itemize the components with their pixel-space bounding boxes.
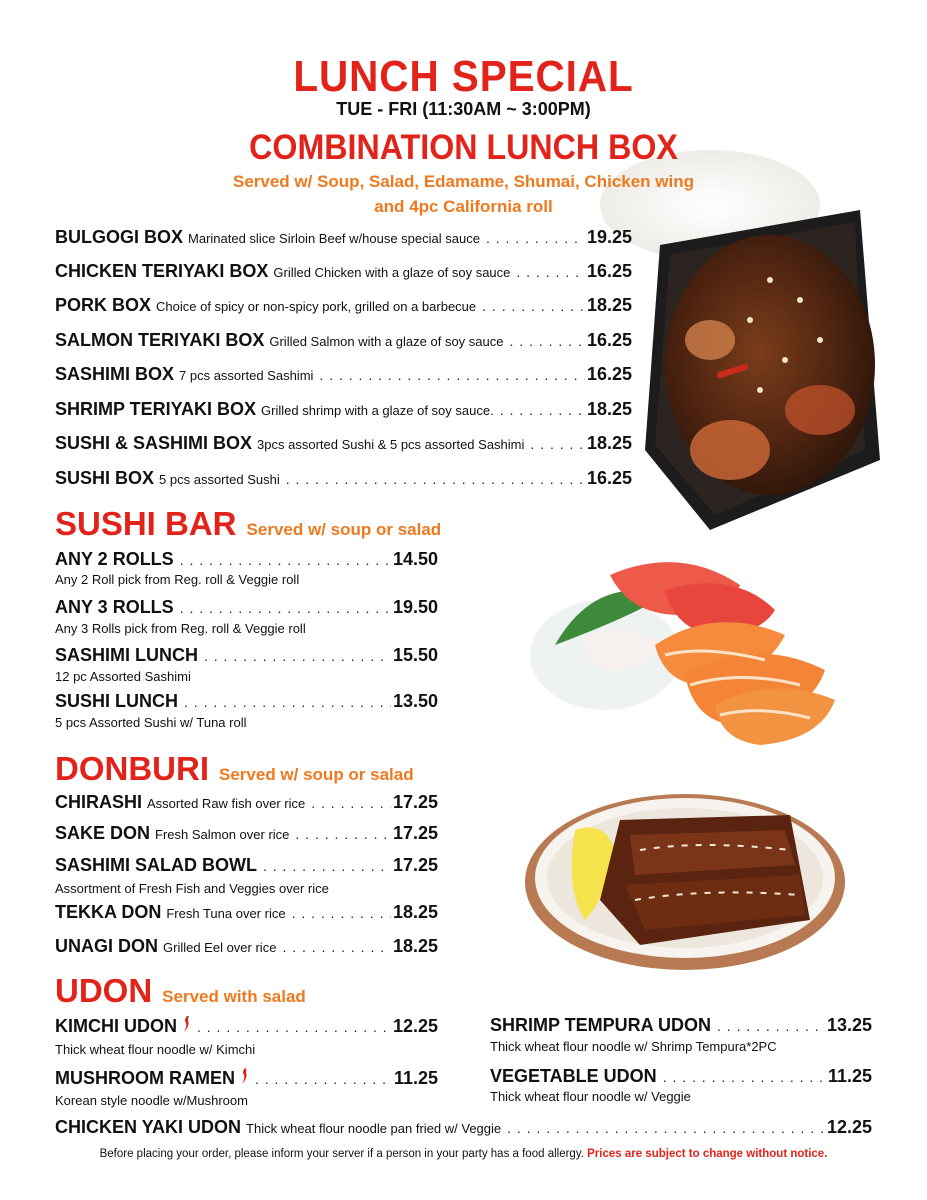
item-name: SALMON TERIYAKI BOX xyxy=(55,330,265,350)
item-desc: 3pcs assorted Sushi & 5 pcs assorted Sashimi xyxy=(257,437,525,452)
item-price: 18.25 xyxy=(586,295,632,315)
item-name: KIMCHI UDON xyxy=(55,1016,177,1036)
item-name: ANY 2 ROLLS xyxy=(55,549,174,569)
leader-dots xyxy=(282,939,391,955)
donburi-item-chirashi xyxy=(55,792,438,813)
leader-dots xyxy=(255,1071,392,1087)
combo-subtitle-line1: Served w/ Soup, Salad, Edamame, Shumai, Chicken wing xyxy=(232,172,695,191)
item-name: SUSHI & SASHIMI BOX xyxy=(55,433,253,453)
item-price: 19.25 xyxy=(586,227,632,247)
item-price: 17.25 xyxy=(392,823,438,843)
section-title: DONBURI xyxy=(55,750,209,787)
item-subtext: 5 pcs Assorted Sushi w/ Tuna roll xyxy=(55,715,247,730)
item-name: MUSHROOM RAMEN xyxy=(55,1068,235,1088)
item-name: SAKE DON xyxy=(55,823,151,843)
leader-dots xyxy=(204,648,391,664)
sushi-item-sushi-lunch xyxy=(55,691,438,712)
leader-dots xyxy=(507,1120,825,1136)
hours-text: TUE - FRI (11:30AM ~ 3:00PM) xyxy=(336,99,591,119)
combo-section-title: COMBINATION LUNCH BOX xyxy=(249,128,678,167)
page-title: LUNCH SPECIAL xyxy=(293,52,634,101)
allergy-notice: Before placing your order, please inform your server if a person in your party has a food allergy. xyxy=(99,1148,584,1160)
item-desc: Marinated slice Sirloin Beef w/house special sauce xyxy=(188,231,480,246)
item-desc: Assorted Raw fish over rice xyxy=(147,796,306,811)
leader-dots xyxy=(180,600,391,616)
item-price: 15.50 xyxy=(392,645,438,665)
footer-notice xyxy=(0,1148,927,1160)
sashimi-photo xyxy=(515,535,845,755)
sushi-item-any-2-rolls xyxy=(55,549,438,570)
item-name: TEKKA DON xyxy=(55,902,162,922)
leader-dots xyxy=(717,1018,825,1034)
item-name: SASHIMI BOX xyxy=(55,364,175,384)
combo-item-chicken-teriyaki-box xyxy=(55,261,632,282)
item-price: 17.25 xyxy=(392,792,438,812)
item-name: SUSHI BOX xyxy=(55,468,155,488)
sushi-bar-header xyxy=(55,505,441,543)
item-desc: 7 pcs assorted Sashimi xyxy=(179,368,314,383)
section-note: Served with salad xyxy=(162,987,306,1006)
item-name: CHICKEN YAKI UDON xyxy=(55,1117,242,1137)
item-desc: 5 pcs assorted Sushi xyxy=(159,472,280,487)
item-desc: Fresh Tuna over rice xyxy=(166,906,286,921)
leader-dots xyxy=(509,333,584,349)
item-price: 16.25 xyxy=(586,330,632,350)
item-price: 17.25 xyxy=(392,855,438,875)
item-name: SASHIMI SALAD BOWL xyxy=(55,855,257,875)
item-price: 18.25 xyxy=(392,902,438,922)
item-name: ANY 3 ROLLS xyxy=(55,597,174,617)
item-name: SHRIMP TEMPURA UDON xyxy=(490,1015,712,1035)
sushi-item-sashimi-lunch xyxy=(55,645,438,666)
item-price: 18.25 xyxy=(586,399,632,419)
item-desc: Choice of spicy or non-spicy pork, grilled on a barbecue xyxy=(156,299,477,314)
item-subtext: Any 2 Roll pick from Reg. roll & Veggie roll xyxy=(55,572,300,587)
leader-dots xyxy=(319,367,585,383)
item-desc: Grilled Chicken with a glaze of soy sauce xyxy=(273,265,511,280)
chili-pepper-icon xyxy=(182,1016,191,1032)
chili-pepper-icon xyxy=(240,1068,249,1084)
donburi-header xyxy=(55,750,414,788)
leader-dots xyxy=(530,436,585,452)
leader-dots xyxy=(500,402,585,418)
item-price: 12.25 xyxy=(826,1117,872,1137)
item-desc: Fresh Salmon over rice xyxy=(155,827,290,842)
donburi-item-sake-don xyxy=(55,823,438,844)
donburi-item-unagi-don xyxy=(55,936,438,957)
item-desc: Thick wheat flour noodle pan fried w/ Veggie xyxy=(246,1121,502,1136)
combo-item-sashimi-box xyxy=(55,364,632,385)
leader-dots xyxy=(184,694,391,710)
combo-item-shrimp-teriyaki-box xyxy=(55,399,632,420)
udon-item-chicken-yaki-udon xyxy=(55,1117,872,1138)
item-price: 18.25 xyxy=(586,433,632,453)
unagi-don-photo xyxy=(520,790,850,975)
item-subtext: Assortment of Fresh Fish and Veggies over rice xyxy=(55,881,329,896)
item-subtext: Thick wheat flour noodle w/ Shrimp Tempura*2PC xyxy=(490,1039,777,1054)
item-price: 18.25 xyxy=(392,936,438,956)
udon-header xyxy=(55,972,306,1010)
leader-dots xyxy=(292,905,391,921)
leader-dots xyxy=(263,858,391,874)
item-name: SUSHI LUNCH xyxy=(55,691,179,711)
item-name: SASHIMI LUNCH xyxy=(55,645,198,665)
item-desc: Grilled shrimp with a glaze of soy sauce. xyxy=(261,403,494,418)
item-name: BULGOGI BOX xyxy=(55,227,184,247)
leader-dots xyxy=(180,552,391,568)
leader-dots xyxy=(516,264,585,280)
leader-dots xyxy=(663,1069,826,1085)
leader-dots xyxy=(482,298,585,314)
item-desc: Grilled Salmon with a glaze of soy sauce xyxy=(269,334,504,349)
combo-subtitle-line2: and 4pc California roll xyxy=(374,197,553,216)
item-name: VEGETABLE UDON xyxy=(490,1066,657,1086)
leader-dots xyxy=(197,1019,391,1035)
item-price: 11.25 xyxy=(827,1066,872,1086)
item-price: 16.25 xyxy=(586,261,632,281)
item-price: 13.50 xyxy=(392,691,438,711)
section-title: UDON xyxy=(55,972,153,1009)
item-name: CHICKEN TERIYAKI BOX xyxy=(55,261,269,281)
item-price: 12.25 xyxy=(392,1016,438,1036)
item-price: 13.25 xyxy=(826,1015,872,1035)
item-price: 19.50 xyxy=(392,597,438,617)
combo-item-bulgogi-box xyxy=(55,227,632,248)
item-subtext: Thick wheat flour noodle w/ Kimchi xyxy=(55,1042,256,1057)
combo-item-pork-box xyxy=(55,295,632,316)
combo-item-sushi-sashimi-box xyxy=(55,433,632,454)
item-name: PORK BOX xyxy=(55,295,152,315)
item-name: SHRIMP TERIYAKI BOX xyxy=(55,399,257,419)
donburi-item-tekka-don xyxy=(55,902,438,923)
item-subtext: Any 3 Rolls pick from Reg. roll & Veggie roll xyxy=(55,621,306,636)
leader-dots xyxy=(295,826,391,842)
leader-dots xyxy=(486,230,585,246)
item-name: UNAGI DON xyxy=(55,936,158,956)
price-change-warning: Prices are subject to change without notice. xyxy=(587,1148,828,1160)
udon-item-vegetable-udon xyxy=(490,1066,872,1087)
item-subtext: Thick wheat flour noodle w/ Veggie xyxy=(490,1089,691,1104)
udon-item-kimchi-udon xyxy=(55,1016,438,1037)
udon-item-mushroom-ramen xyxy=(55,1068,438,1089)
item-price: 14.50 xyxy=(392,549,438,569)
item-price: 11.25 xyxy=(393,1068,438,1088)
udon-item-shrimp-tempura-udon xyxy=(490,1015,872,1036)
section-note: Served w/ soup or salad xyxy=(246,520,442,539)
item-desc: Grilled Eel over rice xyxy=(163,940,277,955)
sushi-item-any-3-rolls xyxy=(55,597,438,618)
section-title: SUSHI BAR xyxy=(55,505,237,542)
item-price: 16.25 xyxy=(586,468,632,488)
item-name: CHIRASHI xyxy=(55,792,143,812)
leader-dots xyxy=(311,795,391,811)
donburi-item-sashimi-salad-bowl xyxy=(55,855,438,876)
section-note: Served w/ soup or salad xyxy=(219,765,414,784)
item-subtext: Korean style noodle w/Mushroom xyxy=(55,1093,248,1108)
combo-item-salmon-teriyaki-box xyxy=(55,330,632,351)
leader-dots xyxy=(286,471,585,487)
combo-item-sushi-box xyxy=(55,468,632,489)
item-price: 16.25 xyxy=(586,364,632,384)
item-subtext: 12 pc Assorted Sashimi xyxy=(55,669,191,684)
